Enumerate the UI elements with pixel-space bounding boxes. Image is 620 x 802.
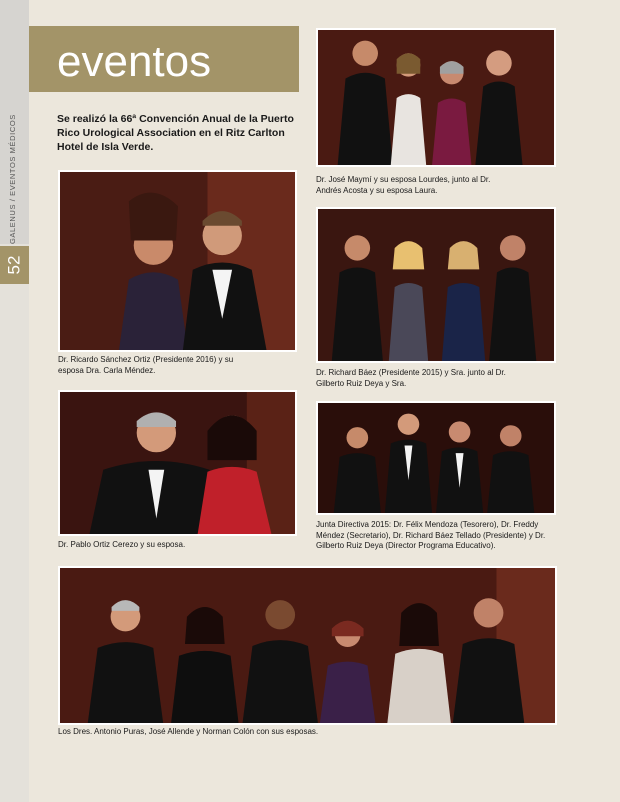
group-photo-illustration xyxy=(60,568,555,723)
group-photo-illustration xyxy=(318,403,554,513)
event-photo-5 xyxy=(316,401,556,515)
event-photo-2 xyxy=(316,28,556,167)
page-number-badge xyxy=(0,246,29,284)
photo-6-caption: Los Dres. Antonio Puras, José Allende y Norman Colón con sus esposas. xyxy=(58,727,319,736)
page-number: 52 xyxy=(4,255,24,275)
couple-photo-illustration xyxy=(60,172,295,350)
photo-1-caption: Dr. Ricardo Sánchez Ortiz (Presidente 2016) y su esposa Dra. Carla Méndez. xyxy=(58,355,234,375)
group-photo-illustration xyxy=(318,209,554,361)
couple-photo-illustration xyxy=(60,392,295,534)
event-photo-6 xyxy=(58,566,557,725)
event-photo-1 xyxy=(58,170,297,352)
photo-2-caption: Dr. José Maymí y su esposa Lourdes, junto al Dr. Andrés Acosta y su esposa Laura. xyxy=(316,175,491,195)
group-photo-illustration xyxy=(318,30,554,165)
event-photo-4 xyxy=(58,390,297,536)
photo-5-caption: Junta Directiva 2015: Dr. Félix Mendoza (Tesorero), Dr. Freddy Méndez (Secretario), Dr. Richard Báez Tellado (Presidente) y Dr. Gilberto Ruiz Deya (Director Programa Educativo). xyxy=(316,520,546,550)
page-title: eventos xyxy=(57,37,212,86)
intro-paragraph: Se realizó la 66ª Convención Anual de la Puerto Rico Urological Association en el Ritz Carlton Hotel de Isla Verde. xyxy=(57,113,294,153)
photo-3-caption: Dr. Richard Báez (Presidente 2015) y Sra. junto al Dr. Gilberto Ruiz Deya y Sra. xyxy=(316,368,506,388)
photo-4-caption: Dr. Pablo Ortiz Cerezo y su esposa. xyxy=(58,540,186,549)
event-photo-3 xyxy=(316,207,556,363)
section-label: GALENUS / EVENTOS MÉDICOS xyxy=(8,114,17,244)
